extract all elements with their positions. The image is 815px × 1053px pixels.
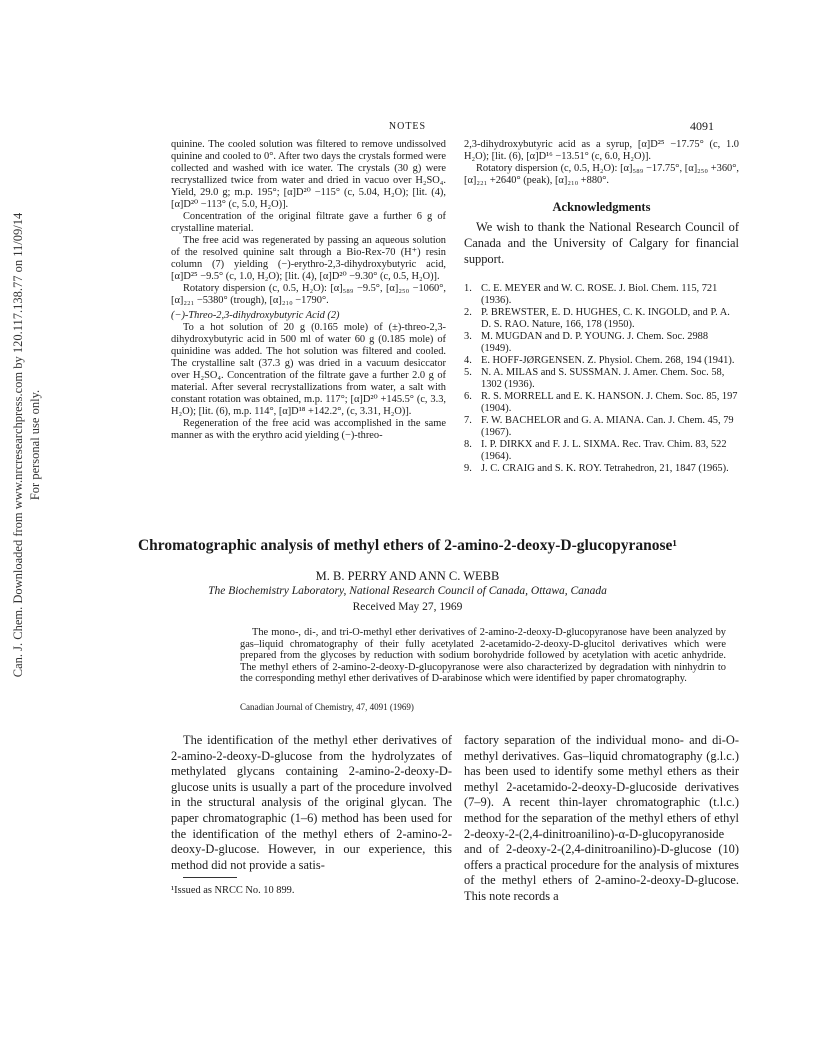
left-column-continued <box>171 139 446 442</box>
paragraph: The free acid was regenerated by passing an aqueous solution of the resolved quinine salt through a Bio-Rex-70 (H⁺) resin column (7) yielding (−)-erythro-2,3-dihydroxybutyric acid, [α]D²⁵ −9.5° (c, 1.0, H₂O); [lit. (4), [α]D²⁰ −9.30° (c, 0.5, H₂O)]. <box>171 235 446 282</box>
watermark-line-2: For personal use only. <box>28 389 42 501</box>
paragraph: To a hot solution of 20 g (0.165 mole) of (±)-threo-2,3-dihydroxybutyric acid in 500 ml of water 60 g (0.185 mole) of quinidine was added. The hot solution was filtered and cooled. The crystalline salt (37.3 g) was dried in a vacuum desiccator over H₂SO₄. Concentration of the filtrate gave a further 2.0 g of material. After several recrystallizations from water, a salt with constant rotation was obtained, m.p. 117°; [α]D²⁰ +145.5° (c, 3.3, H₂O); [lit. (6), m.p. 114°, [α]D¹⁸ +142.2°, (c, 3.31, H₂O)]. <box>171 322 446 417</box>
acknowledgments-heading: Acknowledgments <box>552 200 651 214</box>
paragraph: Concentration of the original filtrate gave a further 6 g of crystalline material. <box>171 211 446 234</box>
abstract: The mono-, di-, and tri-O-methyl ether derivatives of 2-amino-2-deoxy-D-glucopyranose have been analyzed by gas–liquid chromatography of their fully acetylated 2-acetamido-2-deoxy-D-glucitol derivatives which were prepared from the glycoses by reduction with sodium borohydride followed by acetylation with acetic anhydride. The methyl ethers of 2-amino-2-deoxy-D-glucopyranose were also characterized by degradation with ninhydrin to the corresponding methyl ether derivatives of D-arabinose which were identified by paper chromatography. <box>240 627 726 684</box>
reference-item: 2. P. BREWSTER, E. D. HUGHES, C. K. INGOLD, and P. A. D. S. RAO. Nature, 166, 178 (1950). <box>464 307 730 330</box>
footnote: ¹Issued as NRCC No. 10 899. <box>171 885 295 896</box>
reference-item: 4. E. HOFF-JØRGENSEN. Z. Physiol. Chem. 268, 194 (1941). <box>464 355 735 366</box>
body-column-right: factory separation of the individual mono- and di-O-methyl derivatives. Gas–liquid chromatography (g.l.c.) has been used to identify some methyl ethers as their methyl 2-acetamido-2-deoxy-D-glucoside derivatives (7–9). A recent thin-layer chromatographic (t.l.c.) method for the separation of the methyl ethers of ethyl 2-deoxy-2-(2,4-dinitroanilino)-α-D-glucopyranoside and of 2-deoxy-2-(2,4-dinitroanilino)-D-glucose (10) offers a practical procedure for the analysis of mixtures of the methyl ethers of 2-amino-2-deoxy-D-glucose. This note records a <box>464 733 739 903</box>
paragraph: Rotatory dispersion (c, 0.5, H₂O): [α]₅₈₉ −9.5°, [α]₂₅₀ −1060°, [α]₂₂₁ −5380° (trough), [α]₂₁₀ −1790°. <box>171 283 446 306</box>
watermark-line-1: Can. J. Chem. Downloaded from www.nrcresearchpress.com by 120.117.138.77 on 11/09/14 <box>11 212 25 678</box>
reference-item: 5. N. A. MILAS and S. SUSSMAN. J. Amer. Chem. Soc. 58, 1302 (1936). <box>464 367 725 390</box>
page-number: 4091 <box>690 119 714 133</box>
body-column-left: The identification of the methyl ether derivatives of 2-amino-2-deoxy-D-glucose from the hydrolyzates of methylated glycans containing 2-amino-2-deoxy-D-glucose units is usually a part of the procedure involved in the structural analysis of the original glycan. The paper chromatographic (1–6) method has been used for the identification of the methyl ethers of 2-amino-2-deoxy-D-glucose. However, in our experience, this method did not provide a satis- <box>171 733 452 872</box>
article-affiliation: The Biochemistry Laboratory, National Research Council of Canada, Ottawa, Canada <box>208 585 607 597</box>
article-title: Chromatographic analysis of methyl ethers of 2-amino-2-deoxy-D-glucopyranose¹ <box>137 537 678 554</box>
received-date: Received May 27, 1969 <box>352 601 463 613</box>
journal-citation: Canadian Journal of Chemistry, 47, 4091 (1969) <box>240 702 414 712</box>
reference-item: 1. C. E. MEYER and W. C. ROSE. J. Biol. Chem. 115, 721 (1936). <box>464 283 718 306</box>
reference-item: 8. I. P. DIRKX and F. J. L. SIXMA. Rec. Trav. Chim. 83, 522 (1964). <box>464 439 727 462</box>
reference-item: 3. M. MUGDAN and D. P. YOUNG. J. Chem. Soc. 2988 (1949). <box>464 331 709 354</box>
right-column-continued <box>464 139 739 475</box>
paragraph: quinine. The cooled solution was filtered to remove undissolved quinine and cooled to 0°. After two days the crystals formed were collected and washed with ice water. The crystals (30 g) were recrystallized twice from water and dried in vacuo over H₂SO₄. Yield, 29.0 g; m.p. 195°; [α]D²⁰ −115° (c, 5.04, H₂O); [lit. (4), [α]D²⁰ −113° (c, 5.0, H₂O)]. <box>171 139 446 210</box>
article-authors: M. B. PERRY AND ANN C. WEBB <box>315 569 500 583</box>
reference-list <box>464 283 739 475</box>
reference-item: 7. F. W. BACHELOR and G. A. MIANA. Can. J. Chem. 45, 79 (1967). <box>464 415 734 438</box>
download-watermark <box>10 190 50 700</box>
paragraph: 2,3-dihydroxybutyric acid as a syrup, [α]D²⁵ −17.75° (c, 1.0 H₂O); [lit. (6), [α]D¹⁶ −13.51° (c, 6.0, H₂O)]. <box>464 139 739 162</box>
footnote-rule <box>183 877 237 878</box>
acknowledgments-text: We wish to thank the National Research Council of Canada and the University of Calgary for financial support. <box>464 220 739 266</box>
reference-item: 9. J. C. CRAIG and S. K. ROY. Tetrahedron, 21, 1847 (1965). <box>464 463 729 474</box>
paragraph: Regeneration of the free acid was accomplished in the same manner as with the erythro acid yielding (−)-threo- <box>171 418 446 441</box>
reference-item: 6. R. S. MORRELL and E. K. HANSON. J. Chem. Soc. 85, 197 (1904). <box>464 391 738 414</box>
section-subheading: (−)-Threo-2,3-dihydroxybutyric Acid (2) <box>171 310 340 321</box>
running-header: NOTES <box>388 121 427 132</box>
paragraph: Rotatory dispersion (c, 0.5, H₂O): [α]₅₈₉ −17.75°, [α]₂₅₀ +360°, [α]₂₂₁ +2640° (peak), [α]₂₁₀ +880°. <box>464 163 739 186</box>
